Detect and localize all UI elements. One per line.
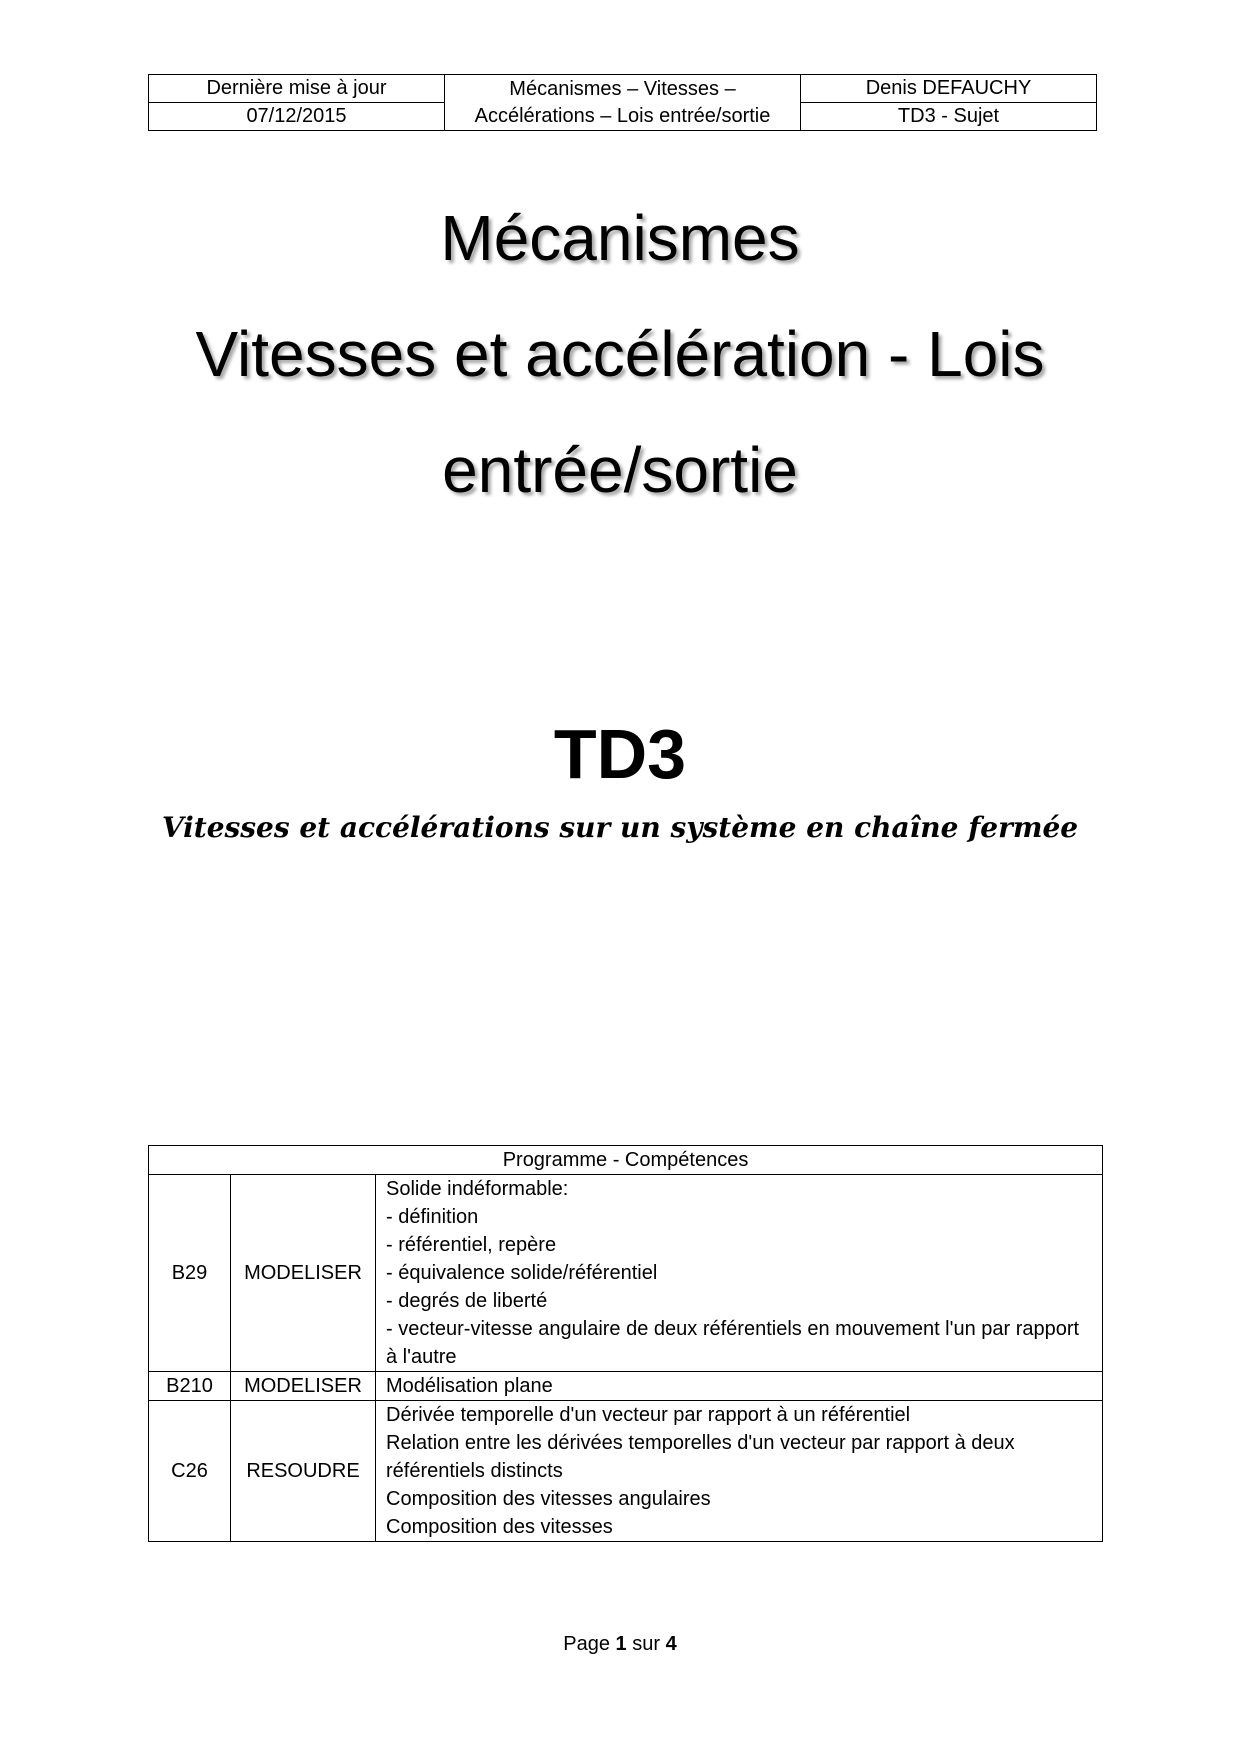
header-table	[148, 74, 1097, 131]
td-subtitle: Vitesses et accélérations sur un système en chaîne fermée	[161, 811, 1079, 844]
table-row	[149, 1175, 1103, 1372]
main-title-line1: Mécanismes	[440, 202, 800, 274]
competence-code: B210	[149, 1372, 231, 1401]
competence-verb: MODELISER	[231, 1175, 376, 1372]
header-author: Denis DEFAUCHY	[801, 75, 1097, 103]
header-subject-line1: Mécanismes – Vitesses –	[509, 77, 736, 100]
table-row	[149, 1401, 1103, 1542]
competence-line: - degrés de liberté	[386, 1290, 548, 1312]
competence-content	[376, 1401, 1103, 1542]
competence-verb: MODELISER	[231, 1372, 376, 1401]
competence-line: Relation entre les dérivées temporelles d'un vecteur par rapport à deux référentiels distincts	[386, 1432, 1015, 1482]
competence-content	[376, 1175, 1103, 1372]
competence-line: Modélisation plane	[386, 1375, 553, 1397]
competence-code: B29	[149, 1175, 231, 1372]
competence-line: - référentiel, repère	[386, 1234, 557, 1256]
header-last-update-date: 07/12/2015	[149, 103, 445, 131]
competence-verb: RESOUDRE	[231, 1401, 376, 1542]
main-title	[120, 180, 1120, 528]
competence-line: Solide indéformable:	[386, 1178, 569, 1200]
header-subject-line2: Accélérations – Lois entrée/sortie	[474, 104, 771, 127]
competence-line: Composition des vitesses	[386, 1516, 613, 1538]
main-title-line3: entrée/sortie	[442, 434, 798, 506]
td-label: TD3	[553, 715, 687, 793]
competence-line: - définition	[386, 1206, 479, 1228]
competence-line: - équivalence solide/référentiel	[386, 1262, 658, 1284]
competence-line: - vecteur-vitesse angulaire de deux référentiels en mouvement l'un par rapport à l'autre	[386, 1318, 1080, 1368]
page-total: 4	[665, 1633, 677, 1655]
competence-code: C26	[149, 1401, 231, 1542]
competences-header: Programme - Compétences	[149, 1146, 1103, 1175]
page-current: 1	[615, 1633, 627, 1655]
header-subject-cell	[445, 75, 801, 131]
page-middle: sur	[632, 1633, 661, 1655]
header-last-update-label: Dernière mise à jour	[149, 75, 445, 103]
main-title-line2: Vitesses et accélération - Lois	[195, 318, 1045, 390]
header-document-type: TD3 - Sujet	[801, 103, 1097, 131]
competences-table	[148, 1145, 1103, 1542]
page-number	[120, 1630, 1120, 1658]
competence-line: Composition des vitesses angulaires	[386, 1488, 711, 1510]
table-row	[149, 1372, 1103, 1401]
competence-content	[376, 1372, 1103, 1401]
page-prefix: Page	[563, 1633, 610, 1655]
competence-line: Dérivée temporelle d'un vecteur par rapport à un référentiel	[386, 1404, 911, 1426]
